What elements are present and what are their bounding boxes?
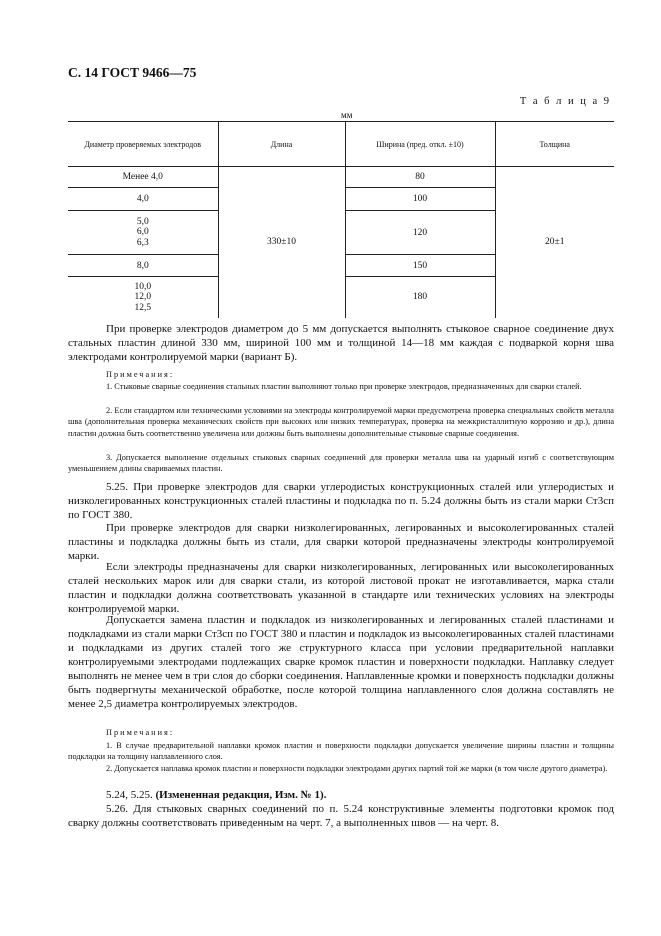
notes-heading: Примечания:: [106, 728, 175, 737]
note-item: 1. В случае предварительной наплавки кромок пластин и поверхности подкладки допускается увеличение ширины пластин и толщины подкладки на толщину наплавленного слоя.: [68, 741, 614, 762]
width-cell: 120: [345, 211, 495, 255]
notes-heading: Примечания:: [106, 370, 175, 379]
width-cell: 80: [345, 167, 495, 188]
paragraph-intro: При проверке электродов диаметром до 5 мм допускается выполнять стыковое сварное соединение двух стальных пластин длиной 330 мм, шириной 100 мм и толщиной 14—18 мм каждая с подваркой корня шва электродами контролируемой марки (вариант Б).: [68, 323, 614, 363]
paragraph-amendment: 5.24, 5.25. (Измененная редакция, Изм. № 1).: [106, 789, 327, 801]
width-cell: 150: [345, 255, 495, 277]
table-header-row: [68, 122, 614, 167]
length-cell: 330±10: [218, 167, 345, 318]
table-units: мм: [341, 110, 353, 120]
note-item: 3. Допускается выполнение отдельных стыковых сварных соединений для проверки металла шва на ударный изгиб с соответствующим уменьшением длины свариваемых пластин.: [68, 453, 614, 474]
thickness-cell: 20±1: [495, 167, 614, 318]
diameter-cell: 4,0: [68, 188, 218, 211]
paragraph-5-26: 5.26. Для стыковых сварных соединений по п. 5.24 конструктивные элементы подготовки кромок под сварку должны соответствовать приведенным на черт. 7, а выполненных швов — на черт. 8.: [68, 803, 614, 829]
note-item: 2. Допускается наплавка кромок пластин и поверхности подкладки электродами других партий той же марки (в том числе другого диаметра).: [106, 764, 608, 773]
paragraph: Если электроды предназначены для сварки низколегированных, легированных или высоколегированных сталей нескольких марок или для сварки стали, из которой листовой прокат не изготавливается, марка стали пластин и подкладки должна соответствовать указанной в стандарте или технических условиях на электроды контролируемой марки.: [68, 561, 614, 615]
width-cell: 180: [345, 277, 495, 318]
col-header-diameter: Диаметр проверяемых электродов: [68, 122, 218, 167]
paragraph: Допускается замена пластин и подкладок из низколегированных и легированных сталей пластинами и подкладками из стали марки Ст3сп по ГОСТ 380 и пластин и подкладок из высоколегированных сталей пластинами и подкладками из других сталей того же структурного класса при условии предварительной наплавки контролируемыми электродами подлежащих сварке кромок пластин и поверхности подкладки. Наплавку следует выполнять не менее чем в три слоя до сборки соединения. Наплавленные кромки и поверхность подкладки должны быть подвергнуты механической обработке, после которой толщина наплавленного слоя должна составлять не менее 2,5 диаметра контролируемых электродов.: [68, 614, 614, 710]
diameter-cell: 8,0: [68, 255, 218, 277]
diameter-cell: 5,0 6,0 6,3: [68, 211, 218, 255]
col-header-length: Длина: [218, 122, 345, 167]
paragraph: При проверке электродов для сварки низколегированных, легированных и высоколегированных сталей пластины и подкладка должны быть из стали, для сварки которой предназначены электроды контролируемой марки.: [68, 522, 614, 562]
page-header: С. 14 ГОСТ 9466—75: [68, 65, 197, 80]
paragraph-5-25: 5.25. При проверке электродов для сварки углеродистых конструкционных сталей или углеродистых и низколегированных конструкционных сталей пластины и подкладка по п. 5.24 должны быть из стали марки Ст3сп по ГОСТ 380.: [68, 481, 614, 521]
note-item: 1. Стыковые сварные соединения стальных пластин выполняют только при проверке электродов, предназначенных для сварки сталей.: [106, 382, 582, 391]
diameter-cell: 10,0 12,0 12,5: [134, 281, 152, 313]
table-label: Т а б л и ц а 9: [519, 96, 611, 107]
col-header-width: Ширина (пред. откл. ±10): [345, 122, 495, 167]
width-cell: 100: [345, 188, 495, 211]
note-item: 2. Если стандартом или техническими условиями на электроды контролируемой марки предусмотрена проверка специальных свойств металла шва (дополнительная проверка механических свойств при высоких или низких температурах, проверка на межкристаллитную коррозию и др.), длина пластин должна быть соответственно увеличена или должны быть выполнены дополнительные стыковые сварные соединения.: [68, 406, 614, 438]
table-9: [68, 121, 614, 318]
col-header-thickness: Толщина: [495, 122, 614, 167]
diameter-cell: Менее 4,0: [68, 167, 218, 188]
table-row: [68, 167, 614, 188]
